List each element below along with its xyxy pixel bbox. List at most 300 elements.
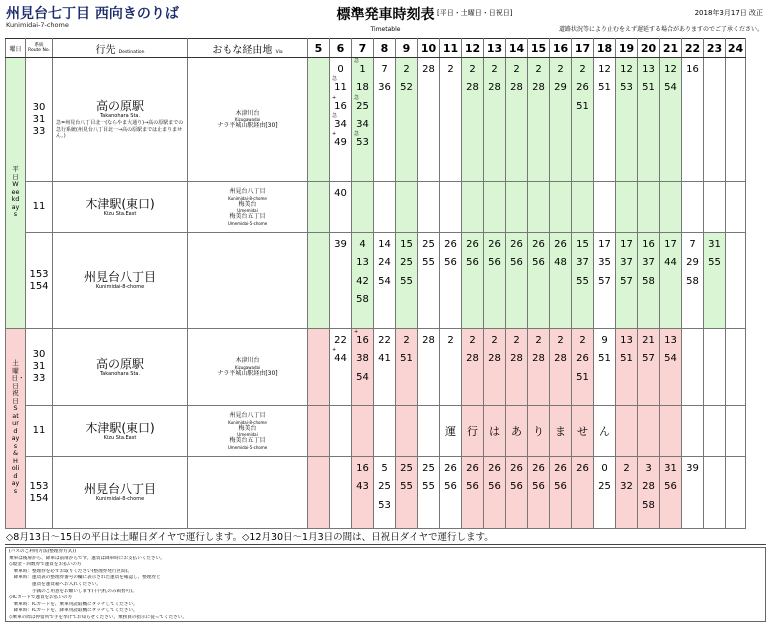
minute-cell (506, 233, 528, 329)
via-stop-en: Kizugawadai (234, 117, 261, 122)
minute-cell (440, 406, 462, 457)
departure-minute: 26 (576, 82, 589, 94)
departure-minute: 41 (378, 353, 391, 365)
minute-cell (660, 329, 682, 406)
departure-minute: 26 (576, 353, 589, 365)
via-stop-en: Umemidai (237, 208, 258, 214)
minute-cell (374, 182, 396, 233)
departure-minute: 51 (576, 100, 589, 112)
hour-header: 10 (418, 39, 440, 58)
service-suspended-text: ま (555, 425, 566, 438)
minute-cell (704, 457, 726, 529)
destination-cell (53, 457, 188, 529)
route-row (6, 457, 746, 529)
departure-minute: 16 (356, 335, 369, 346)
minute-cell (528, 182, 550, 233)
instruction-line: 降車時：運賃表の整理券番号の欄に表示された運賃を確認し、整理券と (9, 575, 161, 581)
departure-minute: 9 (601, 335, 608, 346)
departure-minute: 51 (400, 353, 413, 365)
via-cell (188, 233, 308, 329)
minute-cell (726, 58, 746, 182)
departure-minute: 26 (488, 239, 501, 250)
departure-minute: 28 (510, 82, 523, 94)
minute-cell (616, 233, 638, 329)
route-numbers: 30 31 33 (26, 58, 53, 182)
via-cell (188, 406, 308, 457)
hour-header: 24 (726, 39, 746, 58)
departure-minute: 17 (664, 239, 677, 250)
departure-minute: 32 (620, 481, 633, 493)
departure-minute: 26 (444, 239, 457, 250)
col-day: 曜日 (6, 39, 26, 58)
departure-minute: 26 (510, 463, 523, 474)
instruction-line: ◇ICカードで運賃をお払いの方 (9, 595, 73, 601)
minute-cell (594, 58, 616, 182)
minute-cell (726, 233, 746, 329)
departure-minute: 28 (510, 353, 523, 365)
departure-minute: 52 (400, 82, 413, 94)
minute-cell (594, 457, 616, 529)
stop-name: 州見台七丁目 西向きのりば (6, 6, 179, 22)
departure-minute: 56 (466, 481, 479, 493)
departure-minute: 22 (334, 335, 347, 346)
hour-header: 21 (660, 39, 682, 58)
instruction-line: ◇乗車の際は停留所で手を挙げてお知らせください。乗務員の指示に従ってください。 (9, 614, 187, 620)
minute-cell (572, 182, 594, 233)
departure-minute: 7 (689, 239, 696, 250)
departure-minute: 51 (642, 82, 655, 94)
departure-minute: 55 (576, 275, 589, 287)
minute-cell (418, 329, 440, 406)
departure-minute: 43 (356, 481, 369, 493)
holiday-schedule-note: ◇8月13日～15日の平日は土曜日ダイヤで運行します。◇12月30日～1月3日の間は、日祝日ダイヤで運行します。 (6, 532, 494, 543)
via-stop: 州見台八丁目 (229, 412, 266, 420)
departure-minute: 58 (686, 275, 699, 287)
departure-minute: 26 (576, 463, 589, 474)
service-suspended-text: は (489, 425, 500, 438)
minute-cell (594, 329, 616, 406)
stop-name-en: Kunimidai-7-chome (6, 21, 69, 29)
destination-cell (53, 329, 188, 406)
departure-minute: 26 (444, 463, 457, 474)
day-band-label: 平日 Weekdays (11, 165, 20, 218)
minute-cell (440, 233, 462, 329)
departure-minute: 53 (378, 499, 391, 511)
hour-header: 5 (308, 39, 330, 58)
departure-minute: 26 (510, 239, 523, 250)
revision-date: 2018年3月17日 改正 (694, 9, 763, 17)
minute-cell (418, 406, 440, 457)
hour-header: 19 (616, 39, 638, 58)
delay-notice: 道路状況等により止むをえず遅延する場合がありますのでご了承ください。 (558, 26, 763, 33)
departure-minute: 7 (381, 64, 388, 75)
departure-minute: 51 (598, 82, 611, 94)
hour-header: 16 (550, 39, 572, 58)
via-stop: 木津川台 (235, 357, 260, 364)
minute-cell (374, 233, 396, 329)
departure-minute: 56 (532, 481, 545, 493)
service-suspended-text: せ (577, 425, 588, 438)
instruction-line: 降車時：ICカードを、降車用読取機にタッチしてください。 (9, 608, 138, 614)
departure-minute: 13 (642, 64, 655, 75)
departure-minute: 2 (469, 335, 476, 346)
minute-cell (682, 182, 704, 233)
route-row (6, 58, 746, 182)
minute-cell (308, 329, 330, 406)
minute-cell (704, 182, 726, 233)
departure-minute: 28 (532, 353, 545, 365)
minute-cell (550, 329, 572, 406)
minute-cell (550, 58, 572, 182)
via-stop-en: Kunimidai-8-chome (228, 195, 267, 201)
departure-minute: 2 (535, 64, 542, 75)
departure-minute: 12 (664, 64, 677, 75)
departure-minute: 29 (554, 82, 567, 94)
minute-cell (660, 457, 682, 529)
instruction-line: 小銭のご用意をお願いします(千円札のみ両替可)。 (9, 588, 137, 594)
departure-minute: 0 (337, 64, 344, 75)
col-via-label: おもな経由地 (212, 44, 273, 56)
minute-cell (682, 329, 704, 406)
minute-cell (462, 329, 484, 406)
via-stop: 州見台八丁目 (229, 188, 266, 196)
departure-minute: 2 (491, 335, 498, 346)
departure-minute: 2 (447, 64, 454, 75)
departure-minute: 3 (645, 463, 652, 474)
departure-minute: 13 (356, 257, 369, 269)
departure-minute: 56 (466, 257, 479, 269)
minute-cell (506, 329, 528, 406)
minute-cell (484, 58, 506, 182)
minute-cell (440, 457, 462, 529)
minute-cell (638, 182, 660, 233)
destination-name-en: Takanohara Sta. (99, 370, 141, 377)
departure-minute: 58 (356, 294, 369, 306)
route-numbers: 11 (26, 406, 53, 457)
minute-cell (572, 58, 594, 182)
destination-name-en: Kunimidai-8-chome (95, 496, 145, 502)
minute-cell (484, 406, 506, 457)
route-numbers: 11 (26, 182, 53, 233)
hour-header: 15 (528, 39, 550, 58)
minute-cell (704, 329, 726, 406)
departure-minute: 17 (598, 239, 611, 250)
via-cell (188, 58, 308, 182)
destination-name: 州見台八丁目 (83, 482, 156, 496)
service-suspended-text: ん (599, 425, 610, 438)
hour-header: 22 (682, 39, 704, 58)
route-numbers: 30 31 33 (26, 329, 53, 406)
departure-minute: 16 (334, 100, 347, 112)
minute-cell (374, 457, 396, 529)
departure-minute: 2 (403, 64, 410, 75)
departure-minute: 56 (444, 481, 457, 493)
minute-cell (308, 182, 330, 233)
departure-mark: + (332, 131, 337, 138)
instruction-line: 乗車時：ICカードを、乗車用読取機にタッチしてください。 (9, 601, 138, 607)
minute-cell (660, 182, 682, 233)
day-types: [平日・土曜日・日祝日] (437, 9, 513, 17)
departure-minute: 21 (642, 335, 655, 346)
departure-minute: 56 (488, 481, 501, 493)
minute-cell (484, 233, 506, 329)
hour-header: 9 (396, 39, 418, 58)
departure-minute: 0 (601, 463, 608, 474)
departure-minute: 31 (708, 239, 721, 250)
minute-cell (418, 182, 440, 233)
destination-cell (53, 182, 188, 233)
minute-cell (660, 58, 682, 182)
departure-minute: 54 (378, 275, 391, 287)
destination-name: 高の原駅 (95, 356, 144, 371)
departure-minute: 48 (554, 257, 567, 269)
departure-minute: 35 (598, 257, 611, 269)
minute-cell (462, 58, 484, 182)
departure-minute: 25 (356, 100, 369, 112)
col-via (188, 39, 308, 58)
departure-minute: 2 (579, 335, 586, 346)
route-row (6, 182, 746, 233)
destination-name: 木津駅(東口) (85, 196, 155, 211)
departure-minute: 17 (620, 239, 633, 250)
departure-minute: 22 (378, 335, 391, 346)
departure-minute: 56 (510, 257, 523, 269)
destination-cell (53, 406, 188, 457)
minute-cell (704, 406, 726, 457)
departure-minute: 25 (400, 257, 413, 269)
destination-name-en: Takanohara Sta. (99, 113, 141, 120)
minute-cell (704, 233, 726, 329)
minute-cell (330, 58, 352, 182)
minute-cell (638, 329, 660, 406)
minute-cell (440, 182, 462, 233)
departure-minute: 13 (620, 335, 633, 346)
departure-minute: 26 (466, 239, 479, 250)
minute-cell (308, 406, 330, 457)
minute-cell (418, 457, 440, 529)
departure-minute: 25 (422, 239, 435, 250)
departure-mark: + (354, 329, 359, 335)
minute-cell (484, 329, 506, 406)
minute-cell (726, 457, 746, 529)
minute-cell (440, 329, 462, 406)
minute-cell (396, 329, 418, 406)
via-stop-en: Kizugawadai (234, 364, 261, 370)
departure-mark: + (332, 94, 337, 101)
departure-minute: 26 (532, 239, 545, 250)
minute-cell (616, 58, 638, 182)
departure-minute: 2 (469, 64, 476, 75)
departure-minute: 28 (488, 353, 501, 365)
departure-minute: 4 (359, 239, 366, 250)
service-suspended-text: 行 (467, 425, 478, 438)
minute-cell (682, 233, 704, 329)
minute-cell (352, 457, 374, 529)
departure-minute: 28 (532, 82, 545, 94)
departure-minute: 28 (488, 82, 501, 94)
route-numbers: 153 154 (26, 457, 53, 529)
minute-cell (594, 182, 616, 233)
departure-minute: 2 (513, 64, 520, 75)
departure-minute: 53 (356, 137, 369, 149)
via-stop-en: Kunimidai-8-chome (228, 419, 267, 425)
departure-mark: 急 (332, 76, 338, 83)
departure-minute: 55 (400, 481, 413, 493)
minute-cell (308, 457, 330, 529)
minute-cell (506, 182, 528, 233)
divider (5, 544, 766, 545)
departure-minute: 24 (378, 257, 391, 269)
departure-minute: 55 (708, 257, 721, 269)
minute-cell (704, 58, 726, 182)
minute-cell (550, 182, 572, 233)
departure-minute: 26 (488, 463, 501, 474)
minute-cell (616, 457, 638, 529)
minute-cell (506, 457, 528, 529)
destination-name: 木津駅(東口) (85, 420, 155, 435)
departure-minute: 39 (686, 463, 699, 474)
departure-minute: 54 (664, 82, 677, 94)
minute-cell (330, 406, 352, 457)
col-route-label-en: Route No. (28, 48, 50, 53)
minute-cell (638, 58, 660, 182)
departure-minute: 28 (642, 481, 655, 493)
departure-minute: 2 (557, 335, 564, 346)
service-suspended-text: あ (511, 425, 522, 438)
col-destination-label: 行先 (95, 44, 116, 56)
departure-minute: 36 (378, 82, 391, 94)
destination-name: 高の原駅 (95, 99, 144, 114)
departure-minute: 26 (532, 463, 545, 474)
departure-minute: 25 (598, 481, 611, 493)
minute-cell (616, 182, 638, 233)
minute-cell (462, 233, 484, 329)
minute-cell (462, 182, 484, 233)
departure-minute: 2 (491, 64, 498, 75)
departure-minute: 26 (554, 463, 567, 474)
minute-cell (726, 329, 746, 406)
minute-cell (396, 233, 418, 329)
minute-cell (528, 406, 550, 457)
via-stop: 梅美台五丁目 (229, 213, 266, 221)
departure-mark: 急 (354, 131, 360, 138)
instruction-line: 運賃を運賃箱へお入れください。 (9, 581, 101, 587)
col-route (26, 39, 53, 58)
departure-minute: 44 (664, 257, 677, 269)
minute-cell (396, 182, 418, 233)
minute-cell (528, 329, 550, 406)
weekend-band (6, 329, 26, 529)
page-title-en: Timetable (370, 26, 401, 33)
hour-header: 6 (330, 39, 352, 58)
departure-minute: 15 (576, 239, 589, 250)
departure-minute: 2 (623, 463, 630, 474)
destination-name: 州見台八丁目 (83, 270, 156, 284)
minute-cell (330, 457, 352, 529)
departure-minute: 56 (510, 481, 523, 493)
hour-header: 20 (638, 39, 660, 58)
minute-cell (352, 182, 374, 233)
hour-header: 18 (594, 39, 616, 58)
header-row (6, 39, 746, 58)
departure-minute: 2 (557, 64, 564, 75)
minute-cell (682, 457, 704, 529)
col-via-label-en: Via (275, 49, 283, 55)
departure-minute: 57 (620, 275, 633, 287)
page-title-text: 標準発車時刻表 (336, 7, 435, 23)
minute-cell (528, 58, 550, 182)
via-stop: ナラ平城山駅経由[30] (217, 122, 278, 129)
service-suspended-text: 運 (445, 425, 456, 438)
destination-name-en: Kizu Sta.East (103, 210, 137, 217)
hour-header: 13 (484, 39, 506, 58)
departure-minute: 56 (554, 481, 567, 493)
minute-cell (572, 233, 594, 329)
departure-minute: 25 (422, 463, 435, 474)
departure-minute: 2 (513, 335, 520, 346)
departure-minute: 54 (664, 353, 677, 365)
departure-minute: 28 (422, 335, 435, 346)
departure-mark: 急 (354, 58, 360, 64)
departure-minute: 57 (642, 353, 655, 365)
minute-cell (660, 406, 682, 457)
minute-cell (352, 58, 374, 182)
hour-header: 17 (572, 39, 594, 58)
departure-mark: + (332, 347, 337, 354)
minute-cell (396, 58, 418, 182)
departure-minute: 16 (356, 463, 369, 474)
minute-cell (374, 406, 396, 457)
minute-cell (726, 182, 746, 233)
minute-cell (638, 406, 660, 457)
departure-minute: 58 (642, 275, 655, 287)
departure-minute: 56 (532, 257, 545, 269)
minute-cell (572, 457, 594, 529)
minute-cell (352, 406, 374, 457)
via-stop-en: Umemidai-5-chome (227, 444, 268, 450)
minute-cell (550, 457, 572, 529)
departure-minute: 28 (554, 353, 567, 365)
hour-header: 8 (374, 39, 396, 58)
departure-mark: 急 (332, 113, 338, 120)
minute-cell (506, 406, 528, 457)
via-stop: 梅美台 (238, 424, 257, 432)
departure-minute: 2 (403, 335, 410, 346)
usage-instructions (5, 547, 766, 622)
route-row (6, 406, 746, 457)
departure-minute: 18 (356, 82, 369, 94)
departure-minute: 12 (620, 64, 633, 75)
departure-minute: 54 (356, 371, 369, 383)
departure-minute: 49 (334, 137, 347, 149)
departure-minute: 5 (381, 463, 388, 474)
departure-minute: 25 (400, 463, 413, 474)
minute-cell (396, 406, 418, 457)
departure-minute: 14 (378, 239, 391, 250)
minute-cell (572, 329, 594, 406)
minute-cell (484, 457, 506, 529)
instruction-line: ◇現金・回数券で運賃をお払いの方 (9, 562, 82, 568)
minute-cell (330, 329, 352, 406)
route-row (6, 329, 746, 406)
departure-minute: 53 (620, 82, 633, 94)
route-numbers: 153 154 (26, 233, 53, 329)
departure-minute: 51 (576, 371, 589, 383)
col-route-label: 系統 (34, 43, 44, 48)
minute-cell (418, 233, 440, 329)
col-destination (53, 39, 188, 58)
departure-minute: 16 (642, 239, 655, 250)
